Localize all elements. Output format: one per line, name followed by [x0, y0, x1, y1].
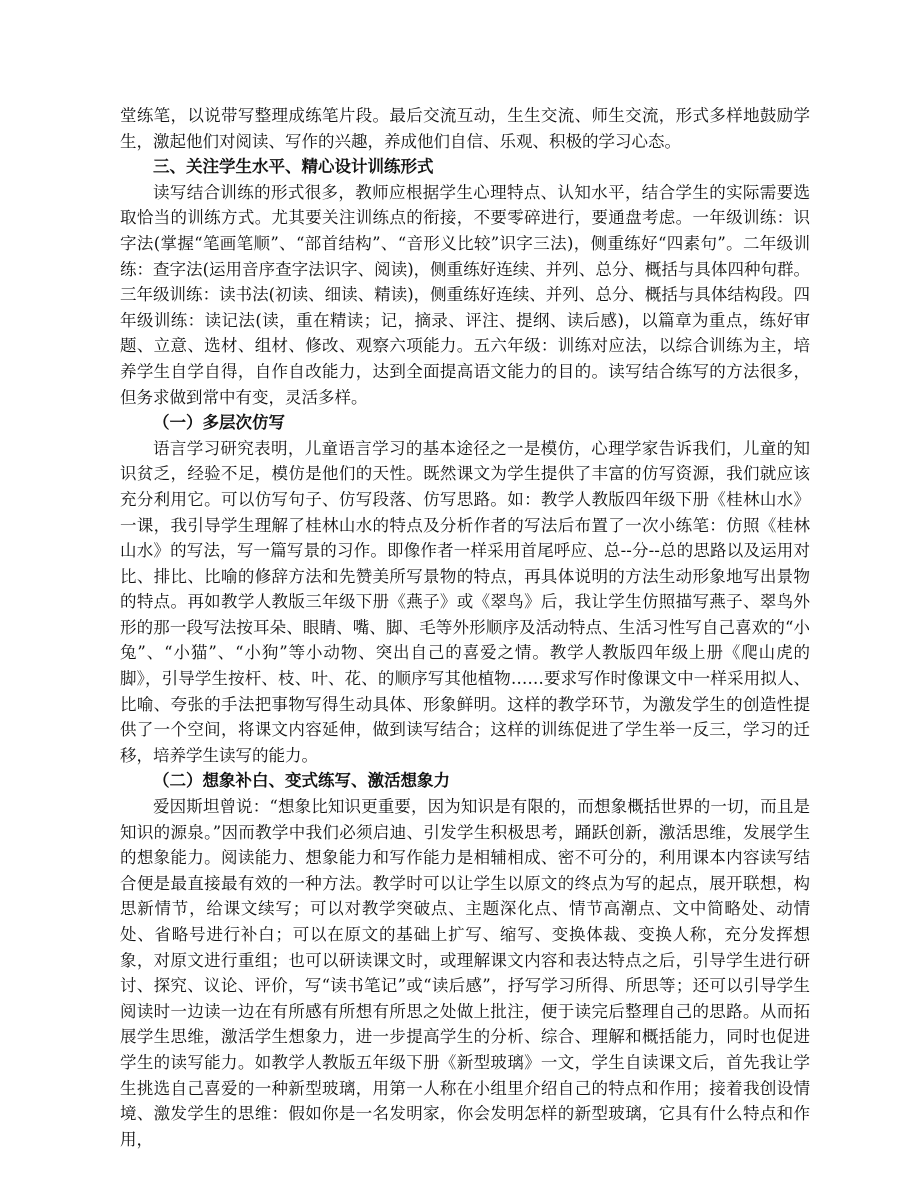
subheading-imitation: （一）多层次仿写 [153, 413, 285, 433]
subheading-imagination: （二）想象补白、变式练写、激活想象力 [153, 771, 450, 791]
paragraph-training-forms: 读写结合训练的形式很多，教师应根据学生心理特点、认知水平，结合学生的实际需要选取恰当的训练方式。尤其要关注训练点的衔接，不要零碎进行，要通盘考虑。一年级训练：识字法(掌握“笔画笔顺”、“部首结构”、“音形义比较”识字三法)，侧重练好“四素句”。二年级训练：查字法(运用音序查字法识字、阅读)，侧重练好连续、并列、总分、概括与具体四种句群。三年级训练：读书法(初读、细读、精读)，侧重练好连续、并列、总分、概括与具体结构段。四年级训练：读记法(读，重在精读；记，摘录、评注、提纲、读后感)，以篇章为重点，练好审题、立意、选材、组材、修改、观察六项能力。五六年级：训练对应法，以综合训练为主，培养学生自学自得，自作自改能力，达到全面提高语文能力的目的。读写结合练写的方法很多，但务求做到常中有变，灵活多样。 [120, 182, 810, 407]
paragraph-continuation: 堂练笔，以说带写整理成练笔片段。最后交流互动，生生交流、师生交流，形式多样地鼓励学生，激起他们对阅读、写作的兴趣，养成他们自信、乐观、积极的学习心态。 [120, 106, 810, 151]
paragraph-imagination: 爱因斯坦曾说：“想象比知识更重要，因为知识是有限的，而想象概括世界的一切，而且是知识的源泉。”因而教学中我们必须启迪、引发学生积极思考，踊跃创新，激活思维，发展学生的想象能力。阅读能力、想象能力和写作能力是相辅相成、密不可分的，利用课本内容读写结合便是最直接最有效的一种方法。教学时可以让学生以原文的终点为写的起点，展开联想，构思新情节，给课文续写；可以对教学突破点、主题深化点、情节高潮点、文中简略处、动情处、省略号进行补白；可以在原文的基础上扩写、缩写、变换体裁、变换人称，充分发挥想象，对原文进行重组；也可以研读课文时，或理解课文内容和表达特点之后，引导学生进行研讨、探究、议论、评价，写“读书笔记”或“读后感”，抒写学习所得、所思等；还可以引导学生阅读时一边读一边在有所感有所想有所思之处做上批注，便于读完后整理自己的思路。从而拓展学生思维，激活学生想象力，进一步提高学生的分析、综合、理解和概括能力，同时也促进学生的读写能力。如教学人教版五年级下册《新型玻璃》一文，学生自读课文后，首先我让学生挑选自己喜爱的一种新型玻璃，用第一人称在小组里介绍自己的特点和作用；接着我创设情境、激发学生的思维：假如你是一名发明家，你会发明怎样的新型玻璃，它具有什么特点和作用， [120, 797, 810, 1149]
document-body [120, 103, 810, 1152]
section-heading-3: 三、关注学生水平、精心设计训练形式 [153, 157, 434, 177]
paragraph-imitation: 语言学习研究表明，儿童语言学习的基本途径之一是模仿，心理学家告诉我们，儿童的知识贫乏，经验不足，模仿是他们的天性。既然课文为学生提供了丰富的仿写资源，我们就应该充分利用它。可以仿写句子、仿写段落、仿写思路。如：教学人教版四年级下册《桂林山水》一课，我引导学生理解了桂林山水的特点及分析作者的写法后布置了一次小练笔：仿照《桂林山水》的写法，写一篇写景的习作。即像作者一样采用首尾呼应、总--分--总的思路以及运用对比、排比、比喻的修辞方法和先赞美所写景物的特点，再具体说明的方法生动形象地写出景物的特点。再如教学人教版三年级下册《燕子》或《翠鸟》后，我让学生仿照描写燕子、翠鸟外形的那一段写法按耳朵、眼睛、嘴、脚、毛等外形顺序及活动特点、生活习性写自己喜欢的“小兔”、“小猫”、“小狗”等小动物、突出自己的喜爱之情。教学人教版四年级上册《爬山虎的脚》，引导学生按杆、枝、叶、花、的顺序写其他植物……要求写作时像课文中一样采用拟人、比喻、夸张的手法把事物写得生动具体、形象鲜明。这样的教学环节，为激发学生的创造性提供了一个空间，将课文内容延伸，做到读写结合；这样的训练促进了学生举一反三，学习的迁移，培养学生读写的能力。 [120, 438, 810, 765]
